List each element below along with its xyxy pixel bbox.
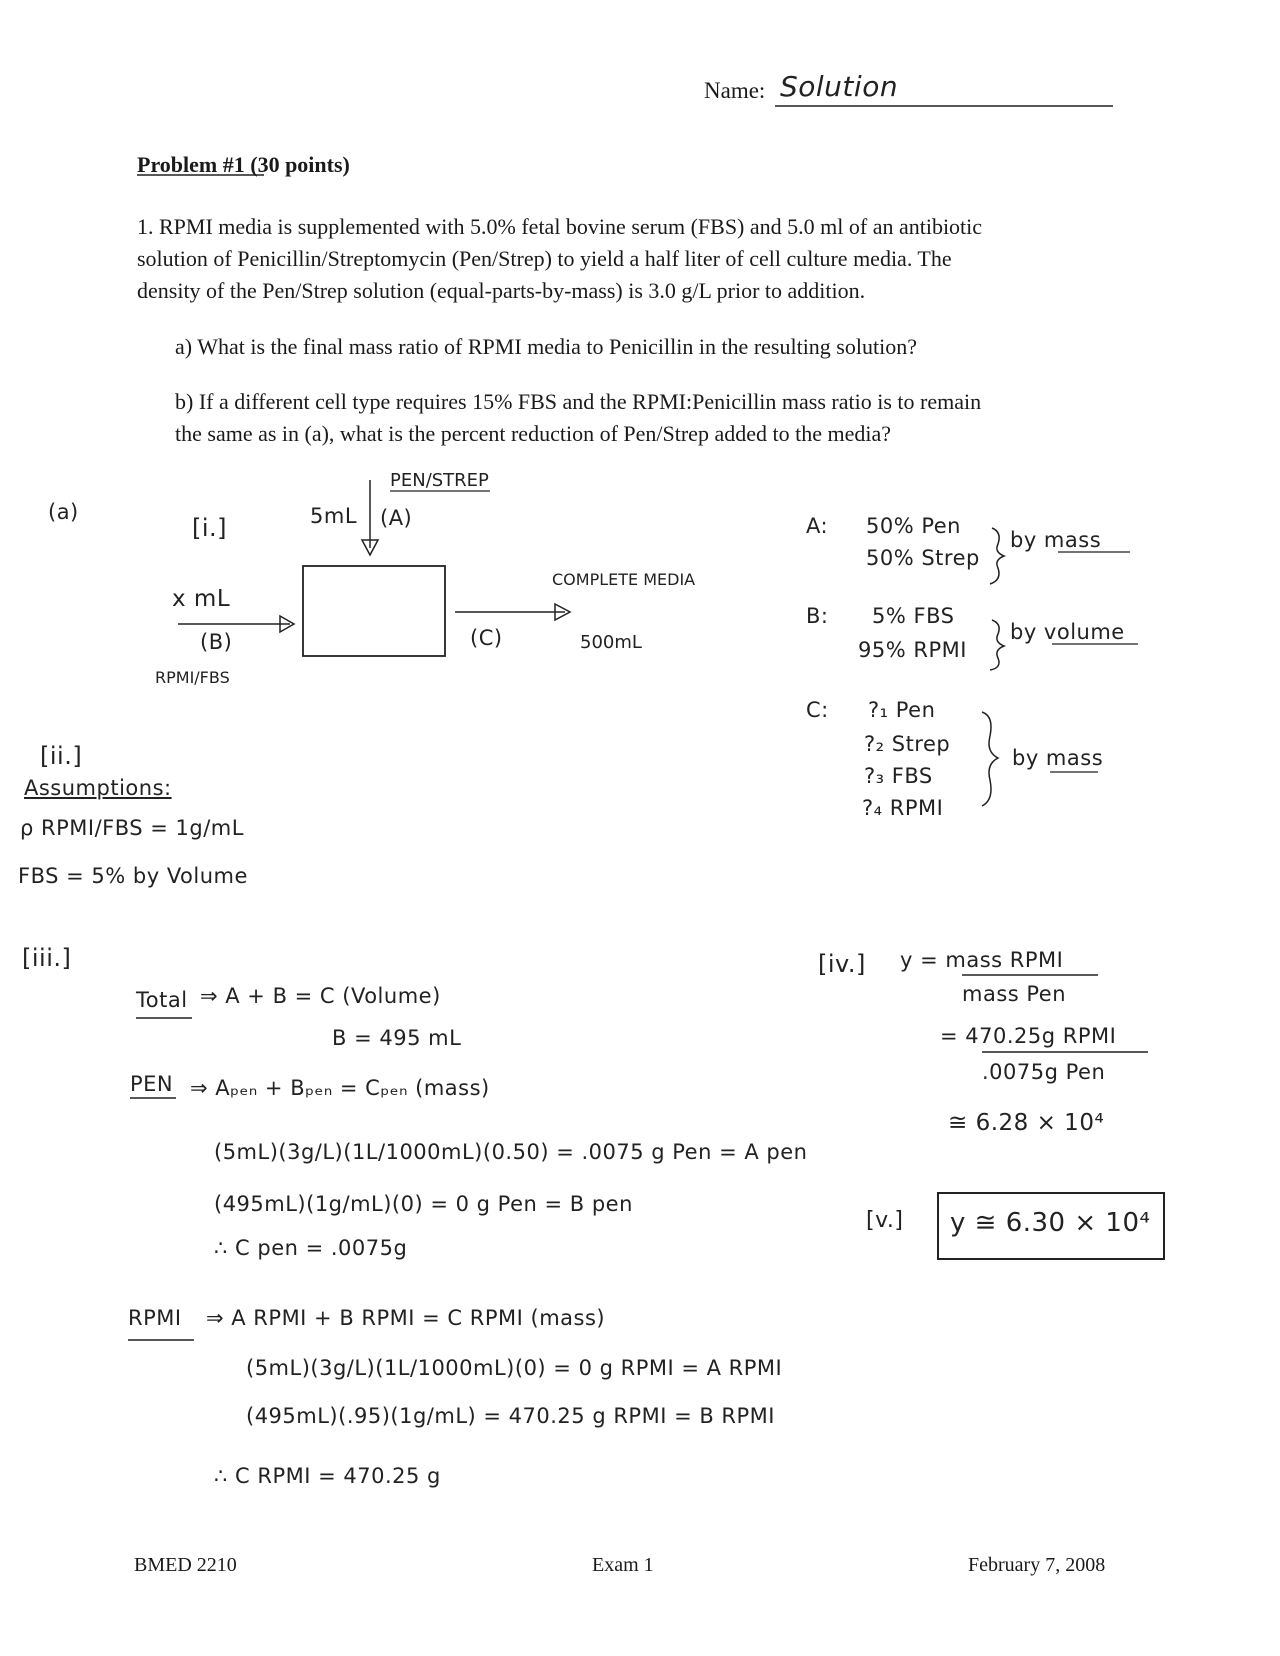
- y-calc-numerator: = 470.25g RPMI: [940, 1024, 1117, 1048]
- stream-a-volume: 5mL: [310, 504, 358, 528]
- question-b-line-1: b) If a different cell type requires 15% FBS and the RPMI:Penicillin mass ratio is to remain: [175, 389, 982, 414]
- rpmi-line-1: (5mL)(3g/L)(1L/1000mL)(0) = 0 g RPMI = A RPMI: [246, 1356, 783, 1380]
- step-4-label: [iv.]: [818, 950, 866, 978]
- part-a-label: (a): [48, 500, 79, 524]
- comp-b-key: B:: [806, 604, 829, 628]
- step-2-label: [ii.]: [40, 742, 83, 770]
- statement-line-3: density of the Pen/Strep solution (equal-parts-by-mass) is 3.0 g/L prior to addition.: [137, 278, 866, 303]
- pen-strep-label: PEN/STREP: [390, 470, 489, 491]
- rpmi-equation: ⇒ A RPMI + B RPMI = C RPMI (mass): [206, 1306, 606, 1330]
- total-b-value: B = 495 mL: [332, 1026, 462, 1050]
- statement-line-2: solution of Penicillin/Streptomycin (Pen/Strep) to yield a half liter of cell culture media. The: [137, 246, 952, 271]
- assumption-density: ρ RPMI/FBS = 1g/mL: [20, 816, 244, 840]
- stream-c-volume: 500mL: [580, 632, 642, 653]
- stream-b-desc: RPMI/FBS: [155, 668, 230, 687]
- problem-title: Problem #1 (30 points): [137, 152, 350, 177]
- stream-b-label: (B): [200, 630, 233, 654]
- total-label: Total: [136, 988, 188, 1012]
- comp-c-basis: by mass: [1012, 746, 1104, 770]
- stream-b-volume: x mL: [172, 586, 231, 612]
- statement-line-1: 1. RPMI media is supplemented with 5.0% fetal bovine serum (FBS) and 5.0 ml of an antibiotic: [137, 214, 983, 239]
- footer-exam: Exam 1: [592, 1554, 654, 1576]
- y-def-denominator: mass Pen: [962, 982, 1067, 1006]
- comp-c-line-4: ?₄ RPMI: [862, 796, 944, 820]
- name-label: Name:: [704, 78, 766, 103]
- comp-c-line-2: ?₂ Strep: [864, 732, 951, 756]
- comp-c-key: C:: [806, 698, 829, 722]
- y-def-numerator: y = mass RPMI: [900, 948, 1064, 972]
- pen-line-3: ∴ C pen = .0075g: [214, 1236, 408, 1260]
- comp-a-line-1: 50% Pen: [866, 514, 961, 538]
- comp-b-line-2: 95% RPMI: [858, 638, 967, 662]
- comp-c-line-3: ?₃ FBS: [864, 764, 933, 788]
- stream-c-desc: COMPLETE MEDIA: [552, 570, 696, 589]
- comp-a-basis: by mass: [1010, 528, 1102, 552]
- step-3-label: [iii.]: [22, 944, 72, 972]
- question-b-line-2: the same as in (a), what is the percent reduction of Pen/Strep added to the media?: [175, 421, 891, 446]
- stream-a-label: (A): [380, 506, 413, 530]
- pen-line-1: (5mL)(3g/L)(1L/1000mL)(0.50) = .0075 g Pen = A pen: [214, 1140, 808, 1164]
- rpmi-label: RPMI: [128, 1306, 182, 1330]
- mixer-box: [303, 566, 445, 656]
- y-calc-denominator: .0075g Pen: [982, 1060, 1106, 1084]
- total-equation: ⇒ A + B = C (Volume): [200, 984, 441, 1008]
- question-a: a) What is the final mass ratio of RPMI media to Penicillin in the resulting solution?: [175, 334, 917, 359]
- pen-equation: ⇒ Aₚₑₙ + Bₚₑₙ = Cₚₑₙ (mass): [190, 1076, 490, 1100]
- rpmi-line-3: ∴ C RPMI = 470.25 g: [214, 1464, 441, 1488]
- comp-b-basis: by volume: [1010, 620, 1125, 644]
- y-approx: ≅ 6.28 × 10⁴: [948, 1110, 1105, 1136]
- rpmi-line-2: (495mL)(.95)(1g/mL) = 470.25 g RPMI = B RPMI: [246, 1404, 775, 1428]
- problem-points: (30 points): [250, 152, 350, 177]
- comp-c-line-1: ?₁ Pen: [868, 698, 936, 722]
- step-5-label: [v.]: [866, 1208, 904, 1233]
- footer-course: BMED 2210: [134, 1554, 237, 1576]
- stream-c-label: (C): [470, 626, 503, 650]
- comp-b-line-1: 5% FBS: [872, 604, 955, 628]
- pen-label: PEN: [130, 1072, 174, 1096]
- footer-date: February 7, 2008: [968, 1554, 1106, 1576]
- assumptions-title: Assumptions:: [24, 776, 172, 800]
- comp-a-key: A:: [806, 514, 829, 538]
- name-value: Solution: [780, 70, 899, 103]
- comp-a-line-2: 50% Strep: [866, 546, 980, 570]
- final-answer: y ≅ 6.30 × 10⁴: [950, 1208, 1151, 1238]
- assumption-fbs: FBS = 5% by Volume: [18, 864, 248, 888]
- step-1-label: [i.]: [192, 514, 228, 542]
- pen-line-2: (495mL)(1g/mL)(0) = 0 g Pen = B pen: [214, 1192, 633, 1216]
